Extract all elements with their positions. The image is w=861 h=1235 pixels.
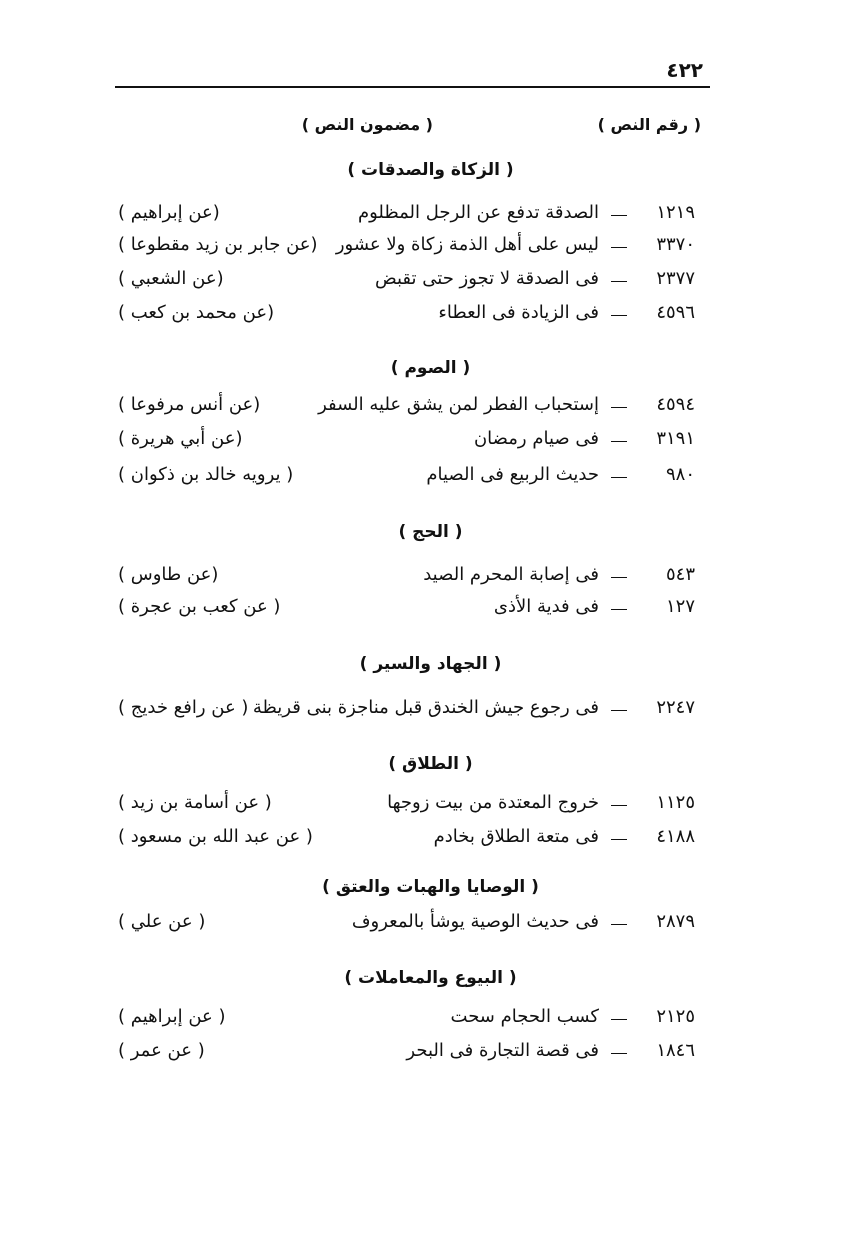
entry-text: فى قصة التجارة فى البحر [406, 1040, 599, 1061]
entry-number: ١٢١٩ [656, 202, 695, 223]
entry-number: ٤١٨٨ [656, 826, 695, 847]
entry-text: خروج المعتدة من بيت زوجها [387, 792, 599, 813]
entry-number: ٢٨٧٩ [656, 911, 695, 932]
entry-number: ٢٢٤٧ [656, 697, 695, 718]
entry-dash [611, 1053, 627, 1054]
index-entry [0, 428, 861, 458]
index-entry [0, 1006, 861, 1036]
entry-number: ٢١٢٥ [656, 1006, 695, 1027]
entry-number: ١١٢٥ [656, 792, 695, 813]
section-heading: ( الزكاة والصدقات ) [347, 160, 514, 180]
index-entry [0, 564, 861, 594]
entry-dash [611, 215, 627, 216]
entry-dash [611, 407, 627, 408]
entry-text: فى رجوع جيش الخندق قبل مناجزة بنى قريظة [252, 697, 599, 718]
column-header-content: ( مضمون النص ) [301, 115, 433, 134]
entry-number: ٣٣٧٠ [656, 234, 695, 255]
index-entry [0, 302, 861, 332]
index-entry [0, 1040, 861, 1070]
entry-text: حديث الربيع فى الصيام [426, 464, 599, 485]
entry-dash [611, 609, 627, 610]
entry-text: فى صيام رمضان [473, 428, 599, 449]
entry-number: ٤٥٩٤ [656, 394, 695, 415]
entry-text: فى إصابة المحرم الصيد [423, 564, 599, 585]
entry-number: ٣١٩١ [656, 428, 695, 449]
section-heading: ( الوصايا والهبات والعتق ) [322, 877, 539, 897]
entry-number: ٢٣٧٧ [656, 268, 695, 289]
index-entry [0, 792, 861, 822]
entry-dash [611, 247, 627, 248]
entry-source: ( عن إبراهيم ) [118, 1006, 226, 1027]
entry-dash [611, 577, 627, 578]
index-entry [0, 268, 861, 298]
entry-dash [611, 839, 627, 840]
entry-text: إستحباب الفطر لمن يشق عليه السفر [318, 394, 599, 415]
section-heading: ( الحج ) [398, 522, 463, 542]
entry-source: ( يرويه خالد بن ذكوان ) [118, 464, 294, 485]
entry-dash [611, 477, 627, 478]
entry-source: ( عن علي ) [118, 911, 206, 932]
entry-text: ليس على أهل الذمة زكاة ولا عشور [335, 234, 599, 255]
entry-text: فى الصدقة لا تجوز حتى تقبض [374, 268, 599, 289]
entry-number: ٩٨٠ [665, 464, 695, 485]
section-heading: ( الصوم ) [390, 358, 471, 378]
index-entry [0, 202, 861, 232]
entry-number: ١٨٤٦ [656, 1040, 695, 1061]
entry-source: (عن أبي هريرة ) [118, 428, 243, 449]
entry-source: (عن إبراهيم ) [118, 202, 220, 223]
entry-dash [611, 1019, 627, 1020]
entry-number: ١٢٧ [665, 596, 695, 617]
entry-dash [611, 441, 627, 442]
index-entry [0, 697, 861, 727]
entry-source: (عن أنس مرفوعا ) [118, 394, 261, 415]
section-heading: ( الجهاد والسير ) [359, 654, 502, 674]
section-heading: ( البيوع والمعاملات ) [344, 968, 517, 988]
index-entry [0, 394, 861, 424]
entry-text: فى فدية الأذى [493, 596, 599, 617]
column-header-number: ( رقم النص ) [597, 115, 701, 134]
entry-dash [611, 281, 627, 282]
entry-number: ٥٤٣ [665, 564, 695, 585]
index-entry [0, 596, 861, 626]
index-entry [0, 826, 861, 856]
entry-dash [611, 710, 627, 711]
top-rule [115, 86, 710, 88]
entry-source: ( عن كعب بن عجرة ) [118, 596, 281, 617]
entry-source: (عن الشعبي ) [118, 268, 224, 289]
entry-dash [611, 315, 627, 316]
section-heading: ( الطلاق ) [388, 754, 473, 774]
entry-text: فى متعة الطلاق بخادم [433, 826, 599, 847]
entry-text: فى حديث الوصية يوشأ بالمعروف [351, 911, 599, 932]
entry-source: (عن محمد بن كعب ) [118, 302, 275, 323]
index-entry [0, 911, 861, 941]
entry-text: الصدقة تدفع عن الرجل المظلوم [357, 202, 599, 223]
entry-dash [611, 805, 627, 806]
entry-source: ( عن عبد الله بن مسعود ) [118, 826, 313, 847]
entry-source: ( عن رافع خديج ) [118, 697, 249, 718]
entry-source: ( عن عمر ) [118, 1040, 205, 1061]
index-entry [0, 464, 861, 494]
entry-source: ( عن أسامة بن زيد ) [118, 792, 272, 813]
entry-text: فى الزيادة فى العطاء [438, 302, 599, 323]
entry-text: كسب الحجام سحت [450, 1006, 599, 1027]
index-entry [0, 234, 861, 264]
entry-source: (عن جابر بن زيد مقطوعا ) [118, 234, 318, 255]
entry-source: (عن طاوس ) [118, 564, 219, 585]
entry-number: ٤٥٩٦ [656, 302, 695, 323]
entry-dash [611, 924, 627, 925]
page-number: ٤٢٢ [666, 58, 703, 82]
